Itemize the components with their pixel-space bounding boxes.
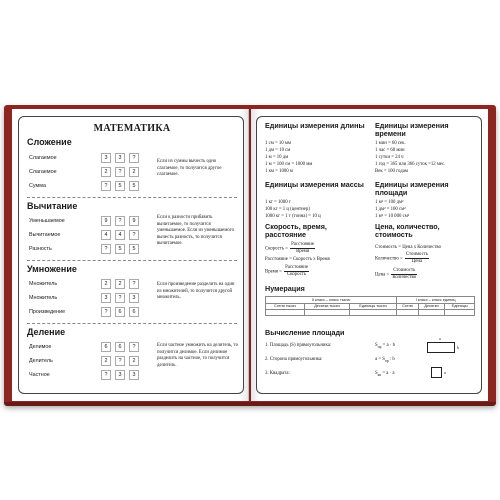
area-units-title: Единицы измерения площади (375, 180, 449, 197)
rectangle-shape (427, 342, 455, 353)
area-calc-title: Вычисление площади (265, 328, 345, 337)
subtraction-title: Вычитание (27, 201, 78, 211)
multiplication-title: Умножение (27, 264, 77, 274)
divider (27, 197, 237, 198)
time-line: 1 мин = 60 сек. (375, 141, 406, 146)
divider (27, 260, 237, 261)
units-panel (256, 116, 482, 394)
area-calc-formula-3: $S_{кв} = a \cdot a$ (375, 371, 395, 377)
speed-formula-3: Время = $\frac{\text{Расстояние}}{\text{Скорость}}$ (265, 265, 308, 277)
price-title: Цена, количество, стоимость (375, 222, 440, 239)
speed-formula-1: Скорость = $\frac{\text{Расстояние}}{\text{Время}}$ (265, 242, 314, 254)
price-formula-3: Цена = $\frac{\text{Стоимость}}{\text{Количество}}$ (375, 268, 417, 280)
rank-cell: Десятки (418, 303, 445, 310)
class-units: I класс – класс единиц (397, 297, 475, 304)
time-line: 1 год = 365 или 366 суток =12 мес. (375, 162, 446, 167)
area-calc-formula-1: $S_{пр} = a \cdot b$ (375, 343, 396, 349)
class-thousands: II класс – класс тысяч (266, 297, 397, 304)
length-line: 1 м = 100 см = 1000 мм (265, 162, 313, 167)
divider (27, 323, 237, 324)
price-formula-2: Количество = $\frac{\text{Стоимость}}{\text{Цена}}$ (375, 252, 428, 264)
rank-cell: Сотни тысяч (266, 303, 305, 310)
area-calc-line-3: 3. Квадрата: (265, 371, 290, 376)
price-formula-1: Стоимость = Цена х Количество (375, 245, 442, 250)
area-line: 1 м² = 100 дм² (375, 200, 404, 205)
area-calc-line-1: 1. Площадь (S) прямоугольника: (265, 343, 332, 348)
area-calc-line-2: 2. Сторона прямоугольника: (265, 357, 323, 362)
length-title: Единицы измерения длины (265, 121, 365, 130)
area-line: 1 м² = 10 000 см² (375, 214, 410, 219)
square-shape (431, 367, 442, 378)
rectangle-side-b: b (457, 345, 459, 350)
time-line: Век = 100 годам (375, 169, 408, 174)
rank-cell: Сотни (397, 303, 418, 310)
mass-line: 1000 кг = 1 т (тонна) = 10 ц (265, 214, 321, 219)
square-side-a: a (444, 370, 446, 375)
math-title: МАТЕМАТИКА (93, 123, 171, 134)
mass-title: Единицы измерения массы (265, 180, 364, 189)
division-rule: Если частное умножить на делитель, то получится делимое. Если делимое разделить на частное, то получится делитель. (157, 343, 238, 368)
book-cover-edge (4, 402, 496, 406)
mass-line: 1 кг = 1000 г (265, 200, 291, 205)
time-line: 1 час = 60 мин (375, 148, 405, 153)
mass-line: 100 кг = 1 ц (центнер) (265, 207, 310, 212)
rank-cell: Единицы тысяч (349, 303, 396, 310)
math-panel: МАТЕМАТИКА Сложение Слагаемое 3 3 ? Слагаемое 2 ? 2 Сумма ? 5 5 Если из суммы вычесть одно слагаемое, то получится другое слагаемое. Вычитание Уменьшаемое 9 ? 9 Вычитаемое 4 4 ? Разность ? 5 5 Если к разности прибавить вычитаемое, то получится уменьшаемое. Если из уменьшаемого вычесть разность, то получится вычитаемое. Умножение Множитель 2 2 ? Множитель 3 ? 3 Произведение ? 6 6 Если произведение разделить на один из множителей, то получится другой множитель. Деление Делимое 6 6 ? Делитель 2 ? 2 Частное ? 3 3 Если частное умножить на делитель, то получится делимое. Если делимое разделить на частное, то получится делитель. (18, 116, 244, 394)
length-line: 1 дм = 10 см (265, 148, 291, 153)
time-line: 1 сутки = 24 ч (375, 155, 404, 160)
subtraction-rule: Если к разности прибавить вычитаемое, то получится уменьшаемое. Если из уменьшаемого вычесть разность, то получится вычитаемое. (157, 215, 234, 247)
rank-cell: Единицы (445, 303, 475, 310)
length-line: 1 см = 10 мм (265, 141, 291, 146)
area-calc-formula-2: $a = S_{пр}$ : b (375, 357, 395, 363)
length-line: 1 км = 1000 м (265, 169, 293, 174)
speed-formula-2: Расстояние = Скорость х Время (265, 257, 330, 262)
speed-title: Скорость, время, расстояние (265, 222, 327, 239)
length-line: 1 м = 10 дм (265, 155, 289, 160)
division-title: Деление (27, 327, 66, 337)
time-title: Единицы измерения времени (375, 121, 449, 138)
rank-cell: Десятки тысяч (305, 303, 350, 310)
multiplication-rule: Если произведение разделить на один из множителей, то получится другой множитель. (157, 282, 235, 301)
area-line: 1 дм² = 100 см² (375, 207, 406, 212)
numeration-table (265, 296, 475, 316)
rectangle-side-a: a (439, 336, 441, 341)
addition-rule: Если из суммы вычесть одно слагаемое, то получится другое слагаемое. (157, 159, 222, 178)
addition-title: Сложение (27, 137, 72, 147)
numeration-title: Нумерация (265, 284, 305, 293)
